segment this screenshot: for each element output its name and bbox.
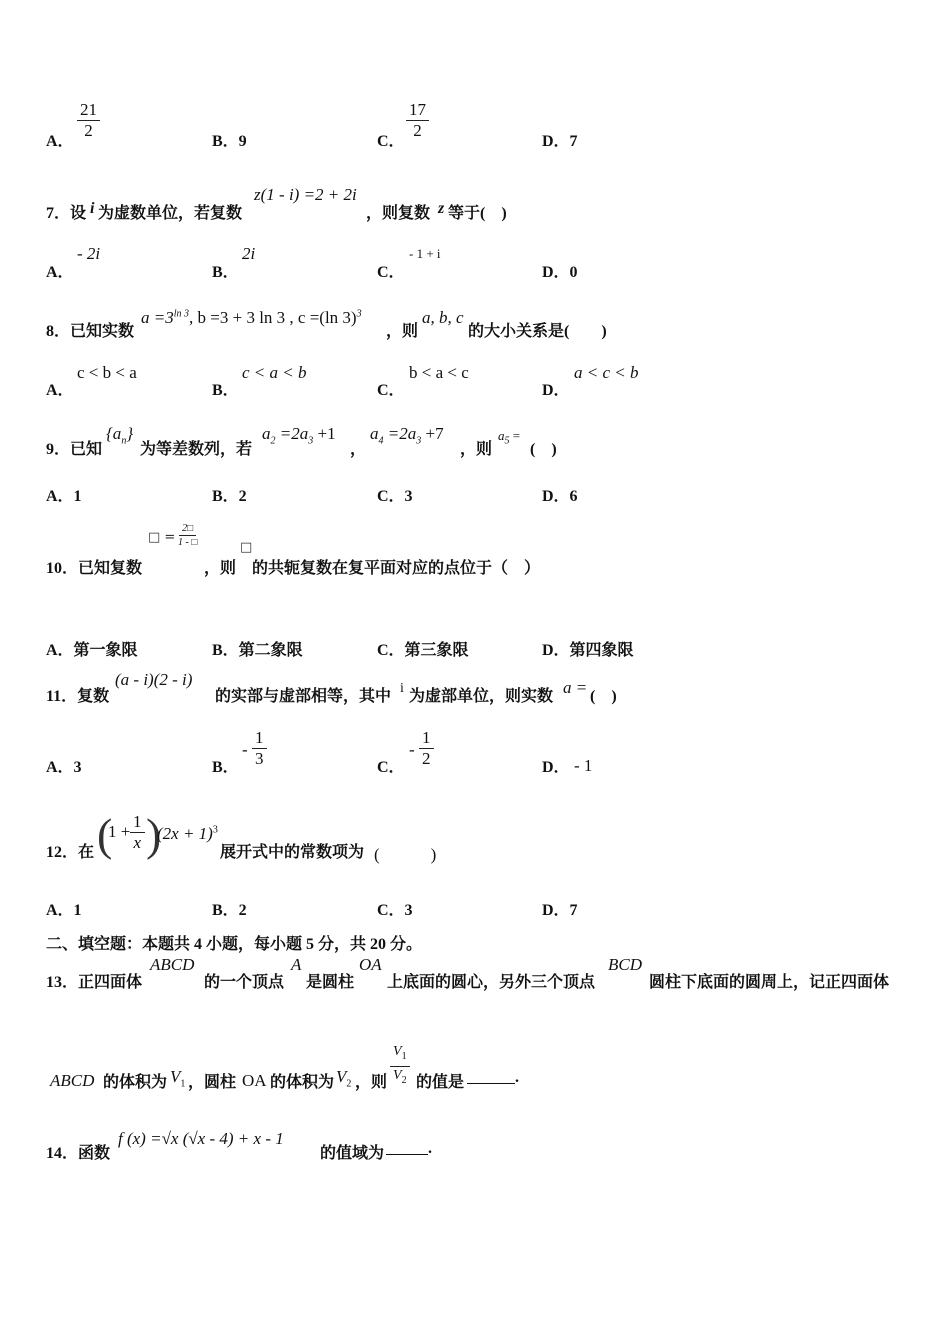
q6-option-c-label: C．: [377, 133, 405, 150]
q9-option-d: D．6: [542, 488, 578, 505]
q9-end: ( ): [530, 441, 557, 458]
q14-answer-blank[interactable]: [386, 1154, 428, 1155]
q12-fraction: $\frac{1}{x}$: [130, 812, 145, 853]
q14-end: .: [428, 1140, 432, 1157]
q8-mid: ，则: [386, 323, 419, 340]
q6-option-a-label: A．: [46, 133, 74, 150]
q13-t8: ，则: [355, 1074, 388, 1091]
q10-option-a: A．第一象限: [46, 642, 138, 659]
q7-option-c-label: C．: [377, 264, 405, 281]
q14-prefix: 14．函数: [46, 1145, 111, 1162]
q8-option-a-label: A．: [46, 382, 74, 399]
q14-expression: f (x) =√x (√x - 4) + x - 1: [118, 1129, 284, 1148]
q8-expr-a: $a =3^{ln 3}$, b =3 + 3 ln 3 , c =(ln 3)$^3$: [141, 308, 362, 327]
q8-end: 的大小关系是( ): [468, 323, 607, 340]
section-2-title: 二、填空题：本题共 4 小题，每小题 5 分，共 20 分。: [46, 936, 423, 953]
q7-option-a-value: - 2i: [77, 244, 101, 263]
q13-v1: $V_1$: [170, 1067, 186, 1090]
q12-paren-left: (: [97, 809, 113, 860]
q13-A: A: [291, 955, 302, 974]
q9-option-a: A．1: [46, 488, 82, 505]
q7-z: z: [438, 200, 445, 217]
q13-ratio: $\frac{V_1}{V_2}$: [390, 1043, 410, 1090]
q8-option-a-value: c < b < a: [77, 363, 137, 382]
q10-option-d: D．第四象限: [542, 642, 634, 659]
q8-option-d-label: D．: [542, 382, 570, 399]
q9-comma: ，: [350, 441, 367, 458]
q13-t3: 上底面的圆心，另外三个顶点: [387, 974, 596, 991]
q13-answer-blank[interactable]: [467, 1083, 515, 1084]
q12-prefix: 12．在: [46, 844, 95, 861]
q8-vars: a, b, c: [422, 308, 464, 327]
q8-option-c-value: b < a < c: [409, 363, 469, 382]
q12-paren: ( ): [374, 845, 437, 864]
q13-t1: 的一个顶点: [204, 974, 285, 991]
q10-formula-lhs: □ =: [148, 530, 176, 545]
q11-option-b-label: B．: [212, 759, 239, 776]
q13-abcd: ABCD: [150, 955, 195, 974]
q6-option-d: D．7: [542, 133, 578, 150]
q7-i: i: [90, 200, 95, 217]
q7-post: ，则复数: [366, 205, 431, 222]
q10-option-b: B．第二象限: [212, 642, 303, 659]
q10-prefix: 10．已知复数: [46, 560, 143, 577]
q11-prefix: 11．复数: [46, 688, 110, 705]
q12-option-a: A．1: [46, 902, 82, 919]
q11-expression: (a - i)(2 - i): [115, 670, 193, 689]
q12-option-c: C．3: [377, 902, 413, 919]
q12-end: 展开式中的常数项为: [220, 844, 365, 861]
q12-paren-right: ): [146, 809, 162, 860]
q11-option-b-fraction: $\frac{1}{3}$: [252, 728, 267, 769]
q6-option-c-fraction: $\frac{17}{2}$: [406, 100, 429, 141]
q13-t2: 是圆柱: [306, 974, 355, 991]
q7-option-a-label: A．: [46, 264, 74, 281]
q13-t4: 圆柱下底面的圆周上，记正四面体: [649, 974, 890, 991]
q11-option-b-sign: -: [242, 740, 248, 759]
q9-sequence: $\{a_n\}$: [106, 424, 134, 447]
q9-then: ，则: [460, 441, 493, 458]
q7-prefix: 7．设: [46, 205, 87, 222]
q8-option-b-label: B．: [212, 382, 239, 399]
q13-t9: 的值是: [416, 1074, 465, 1091]
q12-option-d: D．7: [542, 902, 578, 919]
q13-BCD: BCD: [608, 955, 642, 974]
q8-prefix: 8．已知实数: [46, 323, 135, 340]
q11-option-c-label: C．: [377, 759, 405, 776]
q7-option-b-label: B．: [212, 264, 239, 281]
q10-box: □: [240, 540, 253, 555]
q11-option-c-fraction: $\frac{1}{2}$: [419, 728, 434, 769]
q12-option-b: B．2: [212, 902, 247, 919]
q11-option-c-sign: -: [409, 740, 415, 759]
q11-option-d-value: - 1: [574, 756, 593, 775]
q9-option-b: B．2: [212, 488, 247, 505]
q9-a5: $a_5$ =: [498, 428, 521, 447]
q13-t7: 的体积为: [270, 1074, 335, 1091]
q9-equation-1: $a_2 =2a_3 +1$: [262, 424, 336, 447]
q8-option-d-value: a < c < b: [574, 363, 639, 382]
q11-i: i: [400, 681, 404, 696]
q11-end: ( ): [590, 688, 617, 705]
q12-one-plus: 1 +: [108, 822, 131, 841]
q10-formula-fraction: $\frac{2□}{1 - □}$: [178, 523, 198, 548]
q10-end: 的共轭复数在复平面对应的点位于（ ）: [252, 560, 541, 577]
q13-v2: $V_2$: [336, 1067, 352, 1090]
q9-equation-2: $a_4 =2a_3 +7$: [370, 424, 444, 447]
q9-mid: 为等差数列，若: [140, 441, 253, 458]
q7-option-b-value: 2i: [242, 244, 256, 263]
q11-mid: 的实部与虚部相等，其中: [215, 688, 392, 705]
q13-t5: 的体积为: [103, 1074, 168, 1091]
q9-prefix: 9．已知: [46, 441, 103, 458]
q13-abcd-2: ABCD: [50, 1071, 95, 1090]
q6-option-a-fraction: $\frac{21}{2}$: [77, 100, 100, 141]
q7-end: 等于( ): [448, 205, 507, 222]
q7-mid: 为虚数单位，若复数: [98, 205, 243, 222]
q9-option-c: C．3: [377, 488, 413, 505]
q11-option-a: A．3: [46, 759, 82, 776]
q6-option-b: B．9: [212, 133, 247, 150]
q10-option-c: C．第三象限: [377, 642, 469, 659]
q12-binomial: $(2x + 1)^3$: [157, 824, 218, 843]
q8-option-c-label: C．: [377, 382, 405, 399]
q13-OA: OA: [359, 955, 382, 974]
q11-mid2: 为虚部单位，则实数: [409, 688, 554, 705]
q13-end: .: [515, 1069, 519, 1086]
q10-mid: ，则: [204, 560, 237, 577]
q7-option-d: D．0: [542, 264, 578, 281]
q13-t6: ，圆柱: [188, 1074, 237, 1091]
q8-option-b-value: c < a < b: [242, 363, 307, 382]
q7-option-c-value: - 1 + i: [409, 246, 441, 261]
q13-OA-2: OA: [242, 1071, 267, 1090]
q11-a-eq: a =: [563, 678, 588, 697]
q7-expression: z(1 - i) =2 + 2i: [254, 185, 357, 204]
q13-prefix: 13．正四面体: [46, 974, 143, 991]
q14-t1: 的值域为: [320, 1145, 385, 1162]
q11-option-d-label: D．: [542, 759, 570, 776]
